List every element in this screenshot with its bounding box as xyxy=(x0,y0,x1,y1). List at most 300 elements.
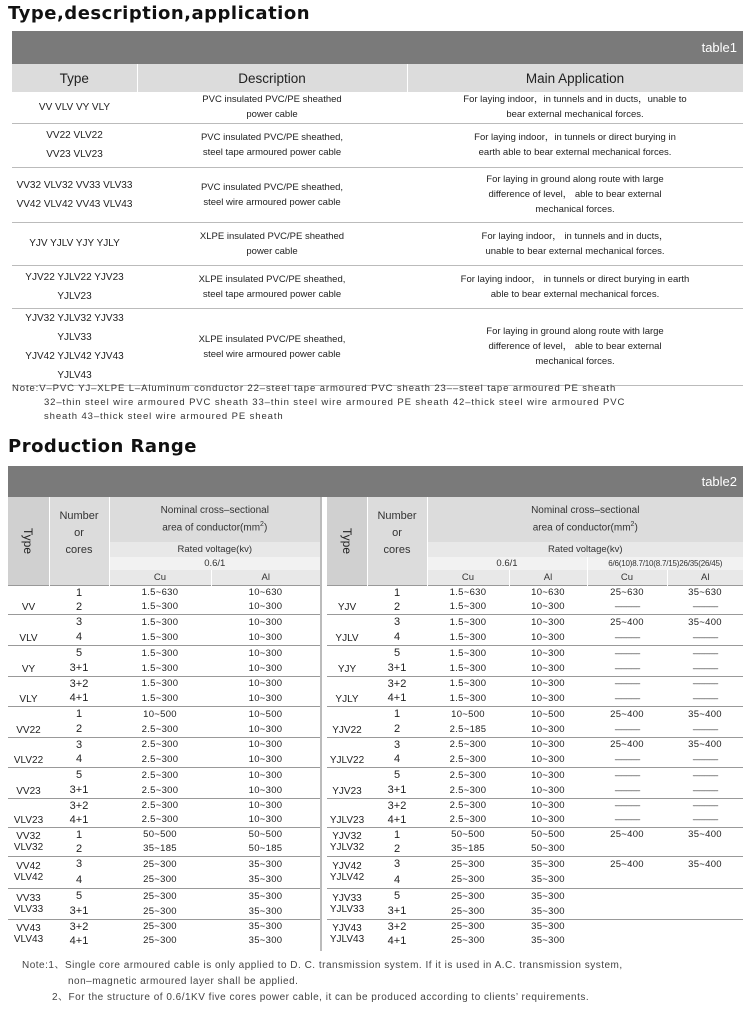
al-cell: 35~300 xyxy=(531,905,565,917)
cell-line: For laying in ground along route with large xyxy=(486,326,664,337)
al-cell: 10~300 xyxy=(248,692,283,704)
type-cell xyxy=(12,167,137,222)
table1-row xyxy=(12,167,743,222)
type-header: Type xyxy=(327,497,367,585)
table2-row xyxy=(8,645,320,661)
note-line: non–magnetic armoured layer shall be applied. xyxy=(68,976,299,987)
cores-cell: 1 xyxy=(49,706,109,722)
al-cell: 10~500 xyxy=(509,706,587,722)
al-cell: 10~300 xyxy=(531,753,565,765)
type-label: VLV33 xyxy=(13,903,44,915)
al-cell: 35~300 xyxy=(211,888,320,904)
al-cell: 50~500 xyxy=(509,827,587,842)
type-label: YJV xyxy=(337,601,357,613)
al2-cell: 35~400 xyxy=(667,827,743,842)
cores-cell: 5 xyxy=(367,888,427,904)
type-cell xyxy=(8,737,49,767)
description-cell xyxy=(137,222,407,265)
cell-line: power cable xyxy=(246,245,298,257)
cu-cell: 1.5~300 xyxy=(427,676,509,691)
cores-cell: 1 xyxy=(49,827,109,842)
al-cell: 10~300 xyxy=(211,798,320,813)
type-header: Type xyxy=(8,497,49,585)
table2-row xyxy=(327,585,743,600)
cell-line: VV22 VLV22 xyxy=(46,130,103,141)
cores-cell: 3+1 xyxy=(69,662,89,674)
type-cell xyxy=(12,222,137,265)
table2-row xyxy=(327,872,743,888)
cu-cell: 2.5~300 xyxy=(141,814,179,825)
al-cell: 10~300 xyxy=(211,767,320,783)
section-title-type: Type,description,application xyxy=(8,3,311,24)
al-cell: 10~300 xyxy=(509,614,587,630)
type-cell xyxy=(8,767,49,798)
cu-cell: 2.5~300 xyxy=(449,753,487,765)
rated-voltage-header: Rated voltage(kv) xyxy=(427,542,743,557)
cores-cell: 3+2 xyxy=(367,676,427,691)
al2-cell: --------------- xyxy=(667,645,743,661)
table2-row xyxy=(327,767,743,783)
type-label: VLY xyxy=(19,693,38,705)
table1-note xyxy=(12,382,625,424)
cu-cell: 25~300 xyxy=(143,874,177,886)
al2-cell xyxy=(667,872,743,888)
cell-line: power cable xyxy=(246,109,298,121)
type-label: YJV22 xyxy=(332,724,362,736)
table2-row xyxy=(8,856,320,872)
cu-cell: 1.5~300 xyxy=(427,614,509,630)
table2-row xyxy=(8,919,320,934)
type-label: YJLV33 xyxy=(329,903,365,915)
note-line: 2、For the structure of 0.6/1KV five cores power cable, it can be produced according to clients’ requirements. xyxy=(52,992,590,1003)
cu2-cell xyxy=(587,872,667,888)
cell-line: bear external mechanical forces. xyxy=(506,109,644,121)
note-line: sheath 43–thick steel wire armoured PE sheath xyxy=(44,411,284,422)
al2-cell: --------------- xyxy=(692,754,718,764)
note-line: Note:1、Single core armoured cable is only applied to D. C. transmission system. If it is used in A.C. transmission system, xyxy=(22,960,623,971)
table1-row xyxy=(12,123,743,167)
cores-cell: 5 xyxy=(49,645,109,661)
table2-row xyxy=(327,842,743,857)
cell-line: XLPE insulated PVC/PE sheathed, xyxy=(198,273,346,285)
cell-line: VV23 VLV23 xyxy=(46,149,103,160)
al2-cell: --------------- xyxy=(692,602,718,611)
table2-row xyxy=(8,798,320,813)
type-cell xyxy=(327,676,367,706)
al-cell: 10~630 xyxy=(211,585,320,600)
table1-row xyxy=(12,308,743,385)
cell-line: YJV22 YJLV22 YJV23 YJLV23 xyxy=(25,271,124,302)
al-cell: 10~300 xyxy=(248,723,283,735)
cu-cell: 1.5~300 xyxy=(141,692,179,704)
cu2-cell: 25~400 xyxy=(587,827,667,842)
type-cell xyxy=(12,308,137,385)
table2-row xyxy=(8,783,320,799)
nominal-area-header: Nominal cross–sectional area of $conductor(mm^2)$ xyxy=(109,497,320,542)
al-header-hv: Al xyxy=(667,570,743,585)
table2-row xyxy=(327,737,743,752)
cu-cell: 1.5~300 xyxy=(109,645,211,661)
cu-cell: 1.5~300 xyxy=(141,601,179,612)
cu2-cell: 25~400 xyxy=(587,706,667,722)
table-divider xyxy=(320,497,322,951)
al2-cell: --------------- xyxy=(692,693,718,703)
type-cell xyxy=(8,706,49,737)
cores-cell: 3+2 xyxy=(49,676,109,691)
al-cell: 10~300 xyxy=(531,784,565,796)
application-cell xyxy=(407,222,743,265)
cu2-cell: 25~400 xyxy=(587,856,667,872)
al2-cell xyxy=(667,934,743,949)
cu-cell: 1.5~300 xyxy=(449,631,487,643)
cores-cell: 3+2 xyxy=(367,919,427,934)
cores-cell: 4+1 xyxy=(69,934,89,947)
cu2-cell: --------------- xyxy=(614,663,640,673)
production-range-left xyxy=(8,497,320,948)
cu-cell: 25~300 xyxy=(451,905,485,917)
table2-row xyxy=(327,630,743,646)
cu-cell: 1.5~300 xyxy=(449,662,487,674)
cell-line: steel wire armoured power cable xyxy=(203,196,341,208)
type-cell xyxy=(327,614,367,645)
al-cell: 35~300 xyxy=(531,935,565,947)
cores-cell: 3+1 xyxy=(387,662,407,674)
cell-line: YJV32 YJLV32 YJV33 YJLV33 xyxy=(25,312,124,343)
cores-header: Number or cores xyxy=(49,497,109,570)
table2-row xyxy=(327,691,743,706)
note-line: 32–thin steel wire armoured PVC sheath 33–thin steel wire armoured PE sheath 42–thick steel wire armoured PVC xyxy=(44,397,626,408)
table2-row xyxy=(327,783,743,799)
type-label: YJLV23 xyxy=(329,814,365,826)
cu-cell: 10~500 xyxy=(427,706,509,722)
al2-cell: 35~400 xyxy=(667,856,743,872)
cores-cell: 4+1 xyxy=(387,813,407,826)
type-label: YJLV32 xyxy=(329,841,365,853)
al-cell: 35~300 xyxy=(509,888,587,904)
cu-cell: 25~300 xyxy=(143,935,177,947)
table2-row xyxy=(327,706,743,722)
table1-row xyxy=(12,92,743,123)
type-label: YJLV22 xyxy=(329,754,365,766)
application-cell xyxy=(407,123,743,167)
cu2-cell xyxy=(587,842,667,857)
type-label: VV33 xyxy=(16,892,41,904)
al2-cell: 35~400 xyxy=(667,706,743,722)
table2-row xyxy=(8,630,320,646)
cores-cell: 2 xyxy=(393,723,401,735)
cu-cell: 2.5~300 xyxy=(109,798,211,813)
type-label: YJLV42 xyxy=(329,872,365,883)
al2-cell: 35~400 xyxy=(667,737,743,752)
cell-line: mechanical forces. xyxy=(535,356,615,367)
cores-cell: 3+1 xyxy=(387,905,407,917)
table1-row xyxy=(12,265,743,308)
type-label: YJV42 xyxy=(332,861,362,872)
cores-cell: 4+1 xyxy=(387,692,407,705)
al-cell: 10~300 xyxy=(248,662,283,674)
cu2-cell: 25~630 xyxy=(587,585,667,600)
table2-row xyxy=(327,919,743,934)
cell-line: earth able to bear external mechanical forces. xyxy=(478,147,672,158)
type-cell xyxy=(327,706,367,737)
al-cell: 35~300 xyxy=(211,919,320,934)
table2-row xyxy=(8,600,320,615)
header-type: Type xyxy=(12,64,137,92)
table2-row xyxy=(327,827,743,842)
cores-cell: 2 xyxy=(393,600,401,613)
cu-cell: 2.5~300 xyxy=(109,767,211,783)
type-label: VV22 xyxy=(16,724,41,736)
type-cell xyxy=(12,265,137,308)
application-cell xyxy=(407,167,743,222)
cores-cell: 3 xyxy=(49,614,109,630)
cell-line: For laying indoor，in tunnels or direct burying in xyxy=(474,132,676,143)
type-cell xyxy=(8,888,49,919)
table2-row xyxy=(327,856,743,872)
cu2-cell: --------------- xyxy=(614,693,640,703)
cores-cell: 3+2 xyxy=(367,798,427,813)
cores-cell: 5 xyxy=(367,645,427,661)
cores-cell: 5 xyxy=(49,888,109,904)
al2-cell: 35~630 xyxy=(667,585,743,600)
header-main-application: Main Application xyxy=(407,64,743,92)
cu-cell: 1.5~300 xyxy=(141,662,179,674)
al-cell: 10~300 xyxy=(248,753,283,765)
cu-cell: 25~300 xyxy=(427,856,509,872)
cores-cell: 4 xyxy=(75,753,83,766)
cu-cell: 25~300 xyxy=(427,919,509,934)
cell-line: For laying indoor， in tunnels and in ducts， xyxy=(481,230,669,242)
al2-cell: --------------- xyxy=(692,663,718,673)
table2-row xyxy=(8,706,320,722)
cores-cell: 3 xyxy=(49,737,109,752)
type-label: YJV33 xyxy=(332,892,362,904)
type-label: VLV23 xyxy=(13,814,44,826)
rated-voltage-header: Rated voltage(kv) xyxy=(109,542,320,557)
table2-row xyxy=(8,767,320,783)
al2-cell xyxy=(667,842,743,857)
al-cell: 10~300 xyxy=(509,737,587,752)
cores-cell: 4 xyxy=(393,873,401,886)
cu2-cell: --------------- xyxy=(614,785,640,795)
cores-cell: 1 xyxy=(49,585,109,600)
type-cell xyxy=(8,585,49,614)
cell-line: XLPE insulated PVC/PE sheathed xyxy=(199,230,345,242)
cores-cell: 2 xyxy=(393,842,401,855)
cu-cell: 10~500 xyxy=(109,706,211,722)
cores-cell: 1 xyxy=(367,706,427,722)
cell-line: difference of level， able to bear external xyxy=(488,341,662,352)
cu-cell: 2.5~300 xyxy=(427,798,509,813)
cell-line: VV VLV VY VLY xyxy=(38,101,111,113)
cu2-cell: --------------- xyxy=(587,798,667,813)
cell-line: XLPE insulated PVC/PE sheathed, xyxy=(198,333,346,345)
type-cell xyxy=(327,856,367,888)
table2-row xyxy=(8,585,320,600)
table2-row xyxy=(327,752,743,767)
al2-cell xyxy=(667,888,743,904)
cores-cell: 2 xyxy=(75,723,83,735)
type-cell xyxy=(8,856,49,888)
al-cell: 35~300 xyxy=(531,874,565,886)
cores-cell: 4+1 xyxy=(69,692,89,705)
description-cell xyxy=(137,123,407,167)
table2-row xyxy=(8,904,320,920)
cell-line: YJV YJLV YJY YJLY xyxy=(29,238,120,249)
al2-cell xyxy=(667,919,743,934)
al-cell: 35~300 xyxy=(248,935,283,947)
voltage-range-header-hv: 6/6(10)8.7/10(8.7/15)26/35(26/45) xyxy=(587,557,743,570)
cell-line: steel tape armoured power cable xyxy=(202,288,342,300)
al-cell: 10~300 xyxy=(248,631,283,643)
production-range-right xyxy=(327,497,743,948)
table2-row xyxy=(8,827,320,842)
al-cell: 10~300 xyxy=(531,631,565,643)
table1-band xyxy=(12,31,743,64)
al-cell: 35~300 xyxy=(211,856,320,872)
cores-cell: 4+1 xyxy=(69,813,89,826)
cell-line: VV32 VLV32 VV33 VLV33 xyxy=(16,179,133,191)
cell-line: For laying indoor， in tunnels or direct burying in earth xyxy=(460,273,690,285)
cores-cell: 4 xyxy=(393,631,401,643)
table2-row xyxy=(327,661,743,677)
cell-line: YJV42 YJLV42 YJV43 YJLV43 xyxy=(25,350,124,381)
cores-cell: 3+2 xyxy=(49,919,109,934)
cores-header: Number or cores xyxy=(367,497,427,570)
cu-cell: 2.5~300 xyxy=(449,814,487,825)
al-cell: 10~300 xyxy=(248,601,283,612)
cu-cell: 1.5~300 xyxy=(109,676,211,691)
cu-cell: 2.5~300 xyxy=(427,767,509,783)
al2-cell xyxy=(667,904,743,920)
al-cell: 10~300 xyxy=(509,798,587,813)
cu-cell: 2.5~300 xyxy=(449,784,487,796)
type-label: VV43 xyxy=(16,922,41,934)
cu2-cell: --------------- xyxy=(614,724,640,734)
type-label: VV23 xyxy=(16,785,41,797)
cu-header: Cu xyxy=(109,570,211,585)
cell-line: PVC insulated PVC/PE sheathed xyxy=(202,94,342,106)
al2-cell: --------------- xyxy=(692,785,718,795)
type-label: VV xyxy=(21,601,36,613)
type-label: VV42 xyxy=(16,861,41,872)
type-cell xyxy=(8,676,49,706)
al-cell: 10~300 xyxy=(531,692,565,704)
cores-cell: 1 xyxy=(367,585,427,600)
cu2-cell: 25~400 xyxy=(587,737,667,752)
al-cell: 10~300 xyxy=(211,614,320,630)
al-cell: 10~300 xyxy=(211,676,320,691)
cu2-cell: --------------- xyxy=(614,754,640,764)
al-cell: 10~300 xyxy=(248,814,283,825)
type-label: VLV32 xyxy=(13,841,44,853)
table2-row xyxy=(327,813,743,828)
cu-cell: 2.5~300 xyxy=(109,737,211,752)
cores-cell: 3+1 xyxy=(69,905,89,917)
al-cell: 10~300 xyxy=(211,645,320,661)
al-cell: 10~300 xyxy=(509,676,587,691)
cores-cell: 2 xyxy=(75,842,83,855)
cores-cell: 3+1 xyxy=(69,784,89,796)
table2-row xyxy=(327,934,743,949)
cu2-cell: --------------- xyxy=(614,815,640,824)
cell-line: difference of level， able to bear external xyxy=(488,189,662,200)
cu-cell: 25~300 xyxy=(109,856,211,872)
cores-cell: 3 xyxy=(367,856,427,872)
cu-header: Cu xyxy=(427,570,509,585)
cell-line: unable to bear external mechanical forces. xyxy=(485,245,665,257)
cu-cell: 2.5~300 xyxy=(141,784,179,796)
cores-cell: 1 xyxy=(367,827,427,842)
type-cell xyxy=(12,123,137,167)
cu2-cell: --------------- xyxy=(587,676,667,691)
voltage-range-header: 0.6/1 xyxy=(109,557,320,570)
al-cell: 50~300 xyxy=(531,843,565,854)
cores-cell: 3+1 xyxy=(387,784,407,796)
cell-line: For laying in ground along route with large xyxy=(486,174,664,185)
cu2-cell xyxy=(587,904,667,920)
type-label: VV32 xyxy=(16,830,41,842)
cu2-cell: --------------- xyxy=(614,632,640,642)
table2-row xyxy=(8,722,320,738)
table2-row xyxy=(8,752,320,767)
type-label: VLV42 xyxy=(13,872,44,883)
cell-line: PVC insulated PVC/PE sheathed, xyxy=(200,181,344,193)
cu-cell: 50~500 xyxy=(109,827,211,842)
cu2-cell: 25~400 xyxy=(587,614,667,630)
voltage-range-header: 0.6/1 xyxy=(427,557,587,570)
cell-line: steel tape armoured power cable xyxy=(202,147,342,158)
note-line: Note:V–PVC YJ–XLPE L–Aluminum conductor 22–steel tape armoured PVC sheath 23––steel tape armoured PE sheath xyxy=(12,383,617,394)
al-cell: 35~300 xyxy=(248,905,283,917)
nominal-area-header: Nominal cross–sectional area of $conductor(mm^2)$ xyxy=(427,497,743,542)
cu-cell: 25~300 xyxy=(109,919,211,934)
table2-row xyxy=(8,934,320,949)
al-cell: 10~300 xyxy=(211,737,320,752)
al2-cell: --------------- xyxy=(692,632,718,642)
cu2-cell: --------------- xyxy=(614,602,640,611)
table2-row xyxy=(8,737,320,752)
table2-row xyxy=(327,614,743,630)
cores-cell: 5 xyxy=(367,767,427,783)
table2-row xyxy=(8,691,320,706)
al2-cell: --------------- xyxy=(692,724,718,734)
application-cell xyxy=(407,265,743,308)
type-label: YJLV43 xyxy=(329,933,365,945)
table2-row xyxy=(327,888,743,904)
type-label: VLV xyxy=(19,632,38,644)
cu2-cell: --------------- xyxy=(587,645,667,661)
type-cell xyxy=(8,614,49,645)
table2-row xyxy=(8,813,320,828)
type-cell xyxy=(327,827,367,856)
al-cell: 35~300 xyxy=(509,856,587,872)
cu-cell: 1.5~300 xyxy=(109,614,211,630)
table2-row xyxy=(327,645,743,661)
cores-cell: 4 xyxy=(75,631,83,643)
type-cell xyxy=(327,888,367,919)
al-cell: 10~300 xyxy=(531,723,565,735)
cores-cell: 4 xyxy=(75,873,83,886)
cores-cell: 4+1 xyxy=(387,934,407,947)
table2-row xyxy=(8,614,320,630)
type-cell xyxy=(327,767,367,798)
table2-row xyxy=(8,661,320,677)
type-cell xyxy=(327,737,367,767)
table2-row xyxy=(8,842,320,857)
cu-cell: 2.5~300 xyxy=(141,723,179,735)
type-cell xyxy=(8,919,49,948)
